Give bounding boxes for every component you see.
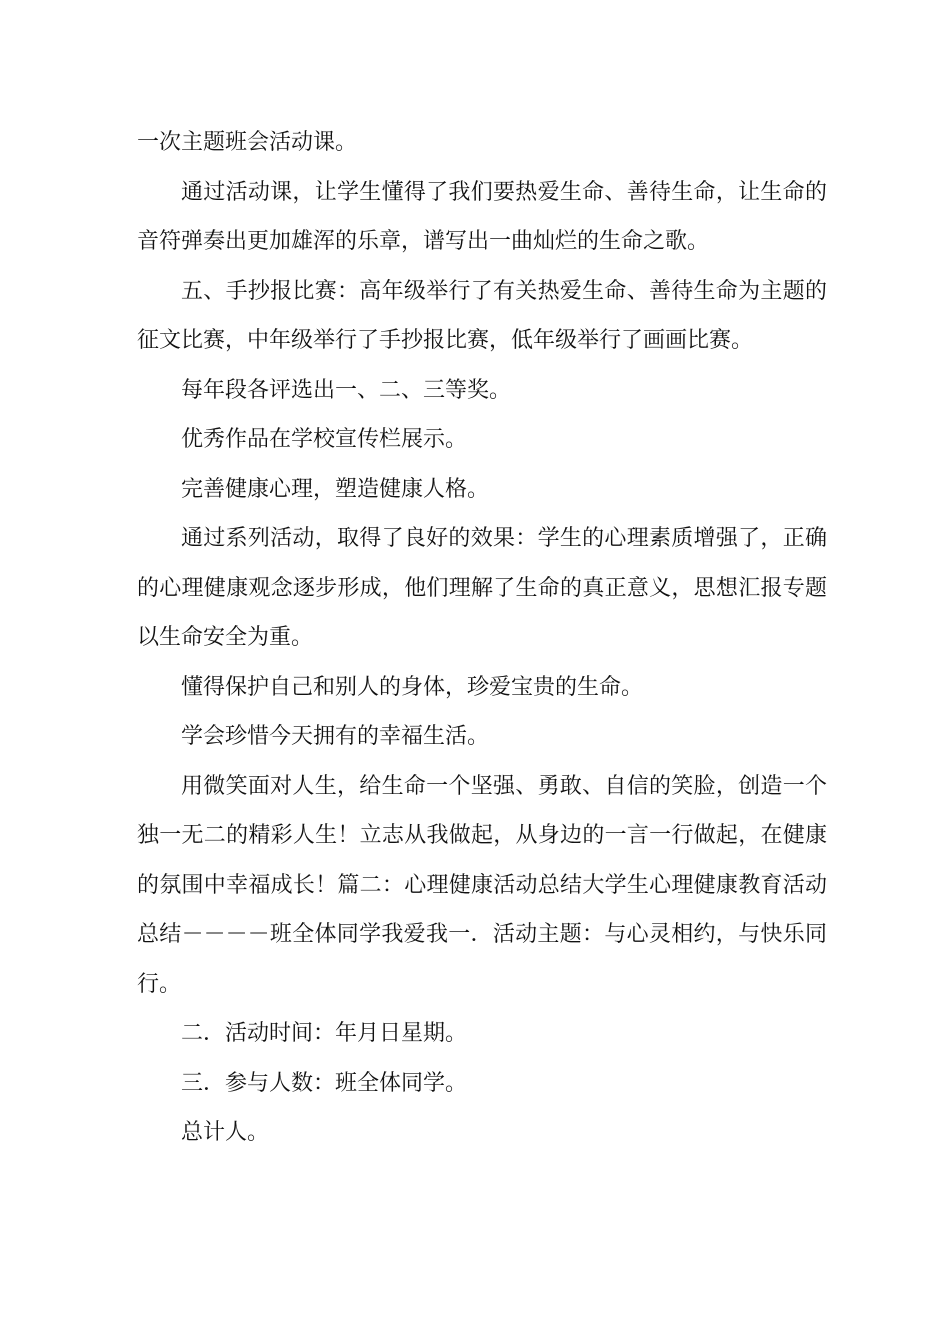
paragraph-exhibition: 优秀作品在学校宣传栏展示。	[181, 427, 468, 452]
paragraph-activity-time: 二．活动时间：年月日星期。	[181, 1021, 468, 1046]
paragraph-total: 总计人。	[181, 1120, 270, 1145]
paragraph-results: 通过系列活动，取得了良好的效果：学生的心理素质增强了，正确的心理健康观念逐步形成，他们理解了生命的真正意义，思想汇报专题以生命安全为重。	[137, 526, 827, 650]
paragraph-awards: 每年段各评选出一、二、三等奖。	[181, 377, 512, 403]
paragraph-cherish-life: 学会珍惜今天拥有的幸福生活。	[181, 724, 490, 749]
paragraph-healthy-mind: 完善健康心理，塑造健康人格。	[181, 476, 490, 502]
paragraph-activity-class: 通过活动课，让学生懂得了我们要热爱生命、善待生命，让生命的音符弹奏出更加雄浑的乐章，谱写出一曲灿烂的生命之歌。	[137, 179, 827, 254]
document-body	[137, 118, 827, 1158]
paragraph-participants: 三．参与人数：班全体同学。	[181, 1070, 468, 1096]
paragraph-protect-body: 懂得保护自己和别人的身体，珍爱宝贵的生命。	[181, 674, 644, 700]
paragraph-handwritten-newspaper: 五、手抄报比赛：高年级举行了有关热爱生命、善待生命为主题的征文比赛，中年级举行了手抄报比赛，低年级举行了画画比赛。	[137, 278, 827, 353]
paragraph-continuation: 一次主题班会活动课。	[137, 130, 358, 155]
paragraph-smile-life: 用微笑面对人生，给生命一个坚强、勇敢、自信的笑脸，创造一个独一无二的精彩人生！立志从我做起，从身边的一言一行做起，在健康的氛围中幸福成长！篇二：心理健康活动总结大学生心理健康教育活动总结－－－－班全体同学我爱我一．活动主题：与心灵相约，与快乐同行。	[137, 773, 827, 997]
